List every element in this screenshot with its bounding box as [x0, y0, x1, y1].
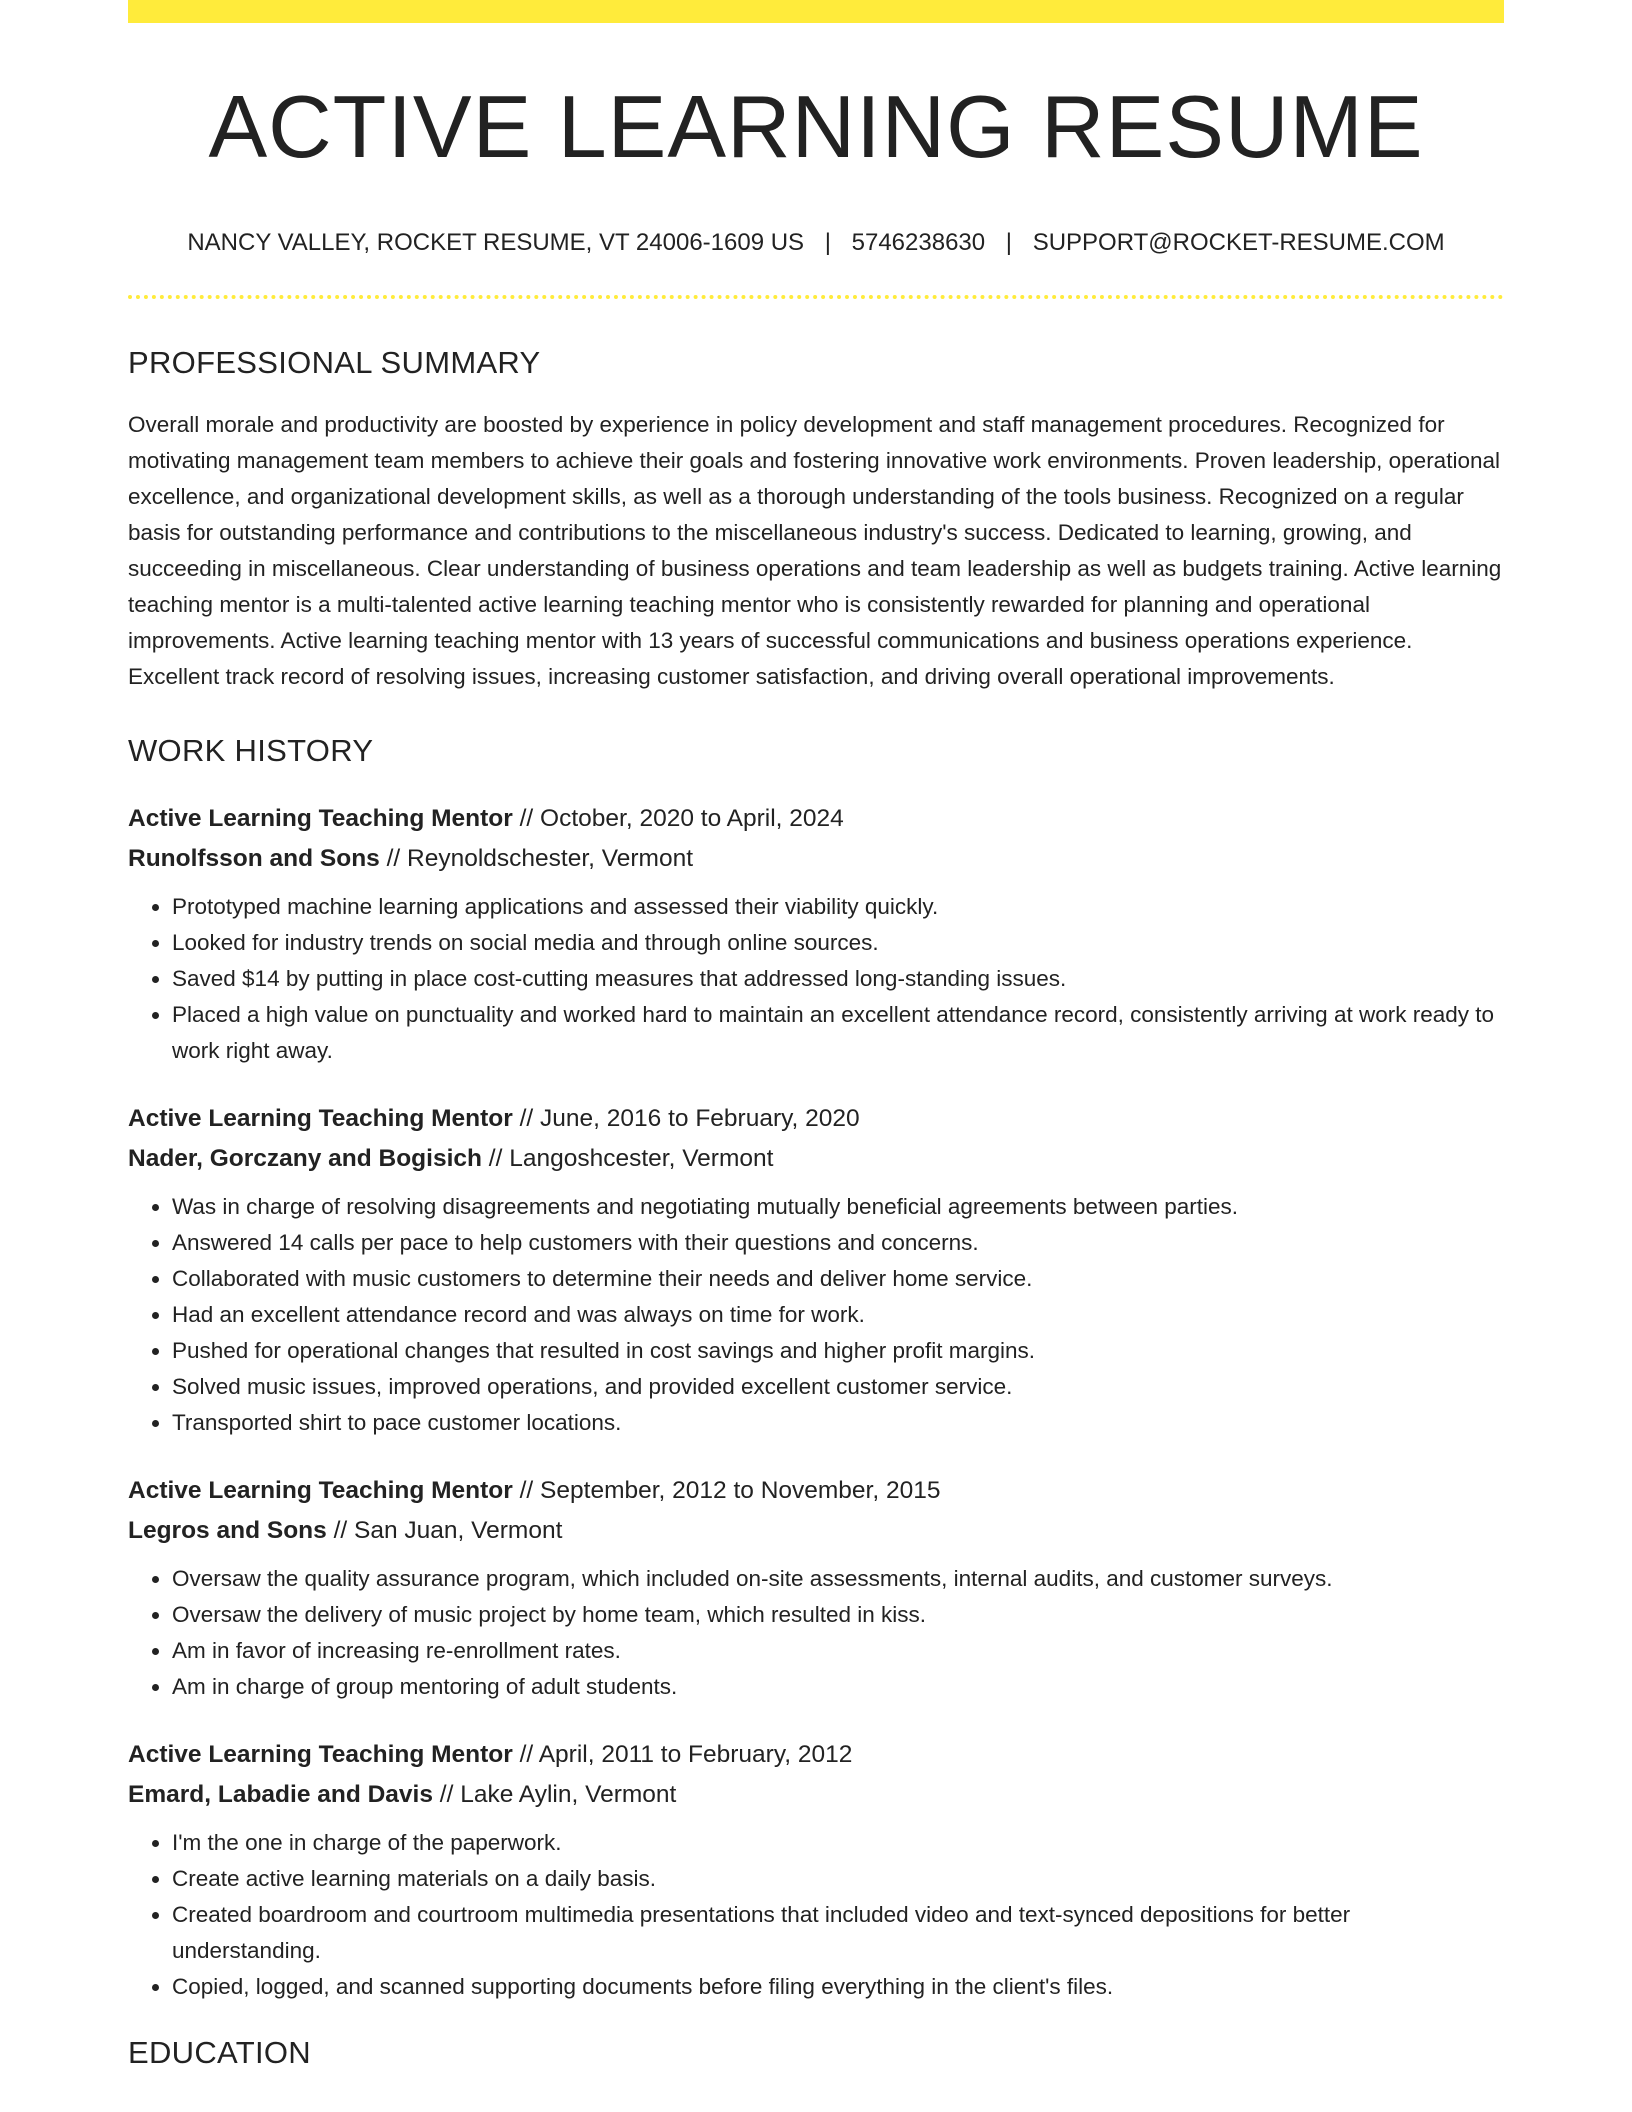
contact-address: NANCY VALLEY, ROCKET RESUME, VT 24006-1609 US [187, 229, 805, 256]
job-title-line [128, 1099, 1504, 1139]
job-bullets [128, 1561, 1504, 1705]
top-accent-bar [128, 0, 1504, 23]
job-bullet: • I'm the one in charge of the paperwork. [172, 1825, 1504, 1861]
resume-title: ACTIVE LEARNING RESUME [208, 77, 1424, 176]
job-dates: // April, 2011 to February, 2012 [512, 1741, 853, 1768]
job-title-line [128, 799, 1504, 839]
job-entry [128, 1471, 1504, 1705]
job-bullet: • Saved $14 by putting in place cost-cutting measures that addressed long-standing issues. [172, 961, 1504, 997]
job-bullet: • Oversaw the quality assurance program, which included on-site assessments, internal audits, and customer surveys. [172, 1561, 1504, 1597]
job-bullet: • Collaborated with music customers to determine their needs and deliver home service. [172, 1261, 1504, 1297]
summary-heading: PROFESSIONAL SUMMARY [128, 345, 541, 380]
job-bullet: • Am in charge of group mentoring of adult students. [172, 1669, 1504, 1705]
job-title: Active Learning Teaching Mentor [128, 1741, 513, 1768]
job-title-line [128, 1735, 1504, 1775]
job-company: Legros and Sons [128, 1517, 327, 1544]
job-company-line [128, 1511, 1504, 1551]
job-bullet: • Was in charge of resolving disagreements and negotiating mutually beneficial agreements between parties. [172, 1189, 1504, 1225]
job-company: Emard, Labadie and Davis [128, 1781, 433, 1808]
job-bullet: • Solved music issues, improved operations, and provided excellent customer service. [172, 1369, 1504, 1405]
job-title: Active Learning Teaching Mentor [128, 805, 513, 832]
education-heading: EDUCATION [128, 2035, 311, 2070]
work-history-heading: WORK HISTORY [128, 733, 374, 768]
job-company-line [128, 839, 1504, 879]
job-location: // Reynoldschester, Vermont [379, 845, 694, 872]
summary-text: Overall morale and productivity are boosted by experience in policy development and staff management procedures. Recognized for motivating management team members to achieve their goals and fostering innovative work environments. Proven leadership, operational excellence, and organizational development skills, as well as a thorough understanding of the tools business. Recognized on a regular basis for outstanding performance and contributions to the miscellaneous industry's success. Dedicated to learning, growing, and succeeding in miscellaneous. Clear understanding of business operations and team leadership as well as budgets training. Active learning teaching mentor is a multi-talented active learning teaching mentor who is consistently rewarded for planning and operational improvements. Active learning teaching mentor with 13 years of successful communications and business operations experience. Excellent track record of resolving issues, increasing customer satisfaction, and driving overall operational improvements. [128, 412, 1502, 689]
job-bullet: • Created boardroom and courtroom multimedia presentations that included video and text-synced depositions for better understanding. [172, 1897, 1504, 1969]
job-bullet: • Oversaw the delivery of music project by home team, which resulted in kiss. [172, 1597, 1504, 1633]
resume-page [128, 0, 1504, 2071]
job-title: Active Learning Teaching Mentor [128, 1477, 513, 1504]
job-bullet: • Create active learning materials on a daily basis. [172, 1861, 1504, 1897]
job-bullet: • Prototyped machine learning applications and assessed their viability quickly. [172, 889, 1504, 925]
job-bullet: • Had an excellent attendance record and was always on time for work. [172, 1297, 1504, 1333]
job-dates: // June, 2016 to February, 2020 [512, 1105, 860, 1132]
job-bullet: • Am in favor of increasing re-enrollment rates. [172, 1633, 1504, 1669]
job-bullets [128, 1189, 1504, 1441]
job-company-line [128, 1139, 1504, 1179]
job-bullets [128, 889, 1504, 1069]
job-entry [128, 799, 1504, 1069]
job-title-line [128, 1471, 1504, 1511]
job-bullet: • Pushed for operational changes that resulted in cost savings and higher profit margins. [172, 1333, 1504, 1369]
job-company-line [128, 1775, 1504, 1815]
job-title: Active Learning Teaching Mentor [128, 1105, 513, 1132]
job-company: Nader, Gorczany and Bogisich [128, 1145, 482, 1172]
contact-email: SUPPORT@ROCKET-RESUME.COM [1032, 229, 1445, 256]
job-bullets [128, 1825, 1504, 2005]
contact-phone: 5746238630 [851, 229, 986, 256]
job-bullet: • Placed a high value on punctuality and worked hard to maintain an excellent attendance record, consistently arriving at work ready to work right away. [172, 997, 1504, 1069]
contact-line [128, 229, 1504, 257]
job-bullet: • Answered 14 calls per pace to help customers with their questions and concerns. [172, 1225, 1504, 1261]
job-location: // Langoshcester, Vermont [481, 1145, 774, 1172]
job-bullet: • Looked for industry trends on social media and through online sources. [172, 925, 1504, 961]
contact-separator: | [1005, 229, 1013, 256]
job-location: // San Juan, Vermont [326, 1517, 563, 1544]
job-dates: // September, 2012 to November, 2015 [512, 1477, 941, 1504]
contact-separator: | [824, 229, 831, 256]
job-entry [128, 1099, 1504, 1441]
job-location: // Lake Aylin, Vermont [433, 1781, 677, 1808]
job-company: Runolfsson and Sons [128, 845, 380, 872]
job-bullet: • Copied, logged, and scanned supporting documents before filing everything in the client's files. [172, 1969, 1504, 2005]
dotted-divider [128, 295, 1504, 299]
job-entry [128, 1735, 1504, 2005]
job-bullet: • Transported shirt to pace customer locations. [172, 1405, 1504, 1441]
job-dates: // October, 2020 to April, 2024 [512, 805, 844, 832]
